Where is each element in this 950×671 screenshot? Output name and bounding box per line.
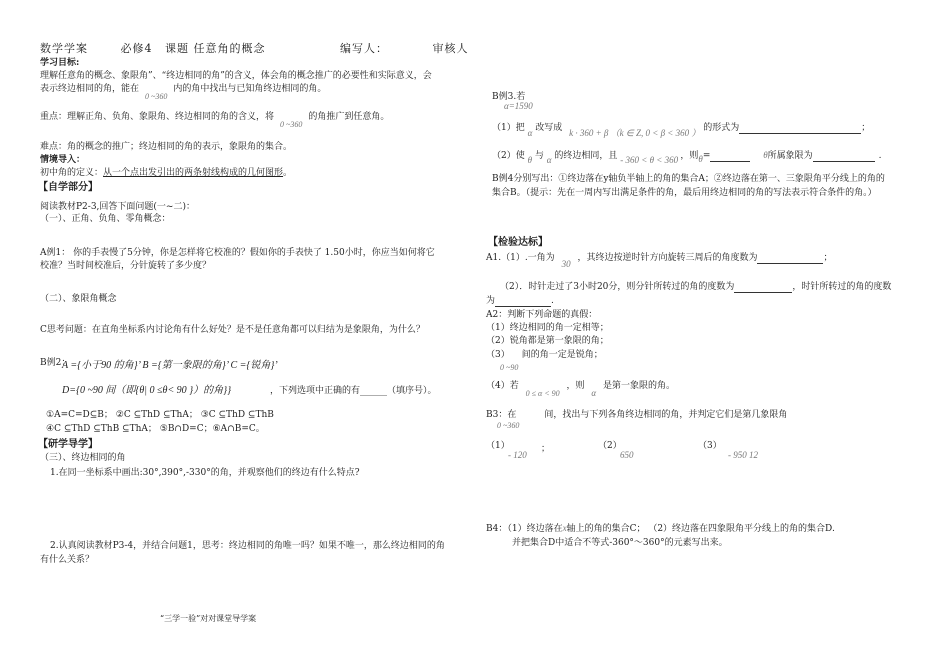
key-a: 重点：理解正角、负角、象限角、终边相同的角的含义，将	[40, 112, 275, 122]
a2-4math: 0 ≤ α < 90	[525, 389, 560, 398]
difficult-points: 难点：角的概念的推广；终边相同的角的表示，象限角的集合。	[40, 142, 293, 152]
section-3-title: （三）、终边相同的角	[40, 453, 126, 463]
example-4-line1: B例4分别写出：①终边落在y轴负半轴上的角的集合A；②终边落在第一、三象限角平分线上的角的	[492, 174, 885, 184]
research-title: 【研学导学】	[38, 439, 98, 450]
example-3-part2: （2）使 θ 与 α 的终边相同，且 - 360 < θ < 360 ，则θ= θ所属象限为 .	[492, 150, 882, 165]
answer-blank[interactable]	[495, 297, 551, 307]
a2-4b: ，则	[566, 381, 585, 391]
example-3-alpha: α=1590	[504, 101, 533, 111]
b4-line1: B4：（1）终边落在x轴上的角的集合C； （2）终边落在四象限角平分线上的角的集合D.	[486, 523, 835, 534]
header-reviewer: 审核人	[432, 42, 469, 55]
example-2-options-1: ①A=C=D⊆B； ②C ⊆ThD ⊆ThA； ③C ⊆ThD ⊆ThB	[46, 410, 274, 420]
b3-item2-label: （2）	[598, 441, 622, 451]
key-points	[40, 112, 390, 129]
b3-line	[486, 410, 787, 421]
a2-item3	[486, 350, 603, 361]
example-4-line2: 集合B。（提示：先在一周内写出满足条件的角，最后用终边相同的角的写法表示符合条件的角。）	[492, 188, 877, 198]
ex3-1a: （1）把	[492, 123, 525, 133]
section-2-title: （二）、象限角概念	[40, 294, 117, 304]
example-2-label: B例2：	[40, 358, 71, 368]
ex3-1math: k · 360 + β （k ∈ Z, 0 < β < 360 ）	[569, 128, 701, 138]
a1-2a: （2）．时针走过了3小时20分，则分针所转过的角的度数为	[500, 282, 735, 292]
example-1-line1: A例1： 你的手表慢了5分钟，你是怎样将它校准的？假如你的手表快了 1.50小时，你应当如何将它	[40, 248, 435, 258]
a2-item2: （2）锐角都是第一象限的角；	[486, 336, 609, 346]
header	[40, 42, 469, 56]
check-title: 【检验达标】	[488, 237, 548, 248]
answer-blank[interactable]	[734, 283, 792, 293]
b4-a: B4：（1）终边落在	[486, 524, 563, 534]
goals-line1: 理解任意角的概念、象限角”、“终边相同的角”的含义，体会角的概念推广的必要性和实际意义，会	[40, 71, 432, 81]
intro-b: 从一个点出发引出的两条射线构成的几何图形	[103, 168, 284, 178]
b3-a: B3：在	[486, 410, 517, 420]
intro-title: 情境导入：	[40, 155, 86, 165]
goals-line2	[40, 84, 327, 101]
example-2-options-2: ④C ⊆ThD ⊆ThB ⊆ThA； ⑤B∩D=C；⑥A∩B=C。	[46, 424, 265, 434]
ex3-2math: - 360 < θ < 360	[620, 155, 681, 165]
example-2-sets-line2: D={0 ~90 间（即{θ| 0 ≤θ< 90 }）的角}}	[62, 385, 232, 396]
ex3-2c: 的终边相同，且	[554, 151, 618, 161]
b4-b: 轴上的角的集合C； （2）终边落在四象限角平分线上的角的集合D.	[566, 524, 835, 534]
ex3-2d: ，则	[680, 151, 699, 161]
header-lesson: 课题 任意角的概念	[165, 42, 266, 55]
header-subject: 数学学案	[40, 42, 88, 55]
goals-line2a: 表示终边相同的角，能在	[40, 84, 140, 94]
a2-item1: （1）终边相同的角一定相等；	[486, 323, 609, 333]
goals-line2b: 内的角中找出与已知角终边相同的角。	[173, 84, 327, 94]
key-math: 0 ~360	[280, 120, 303, 129]
ex3-1c: 的形式为	[703, 123, 740, 133]
header-book: 必修4	[120, 42, 153, 55]
answer-blank[interactable]	[757, 254, 823, 264]
intro-definition	[40, 168, 292, 179]
c-think-question: C思考问题：在直角坐标系内讨论角有什么好处？是不是任意角都可以归结为是象限角，为什么？	[40, 325, 425, 335]
a2-item3-math: 0 ~90	[500, 363, 519, 372]
example-2-sets-line1: A ={小于90 的角}’ B ={第一象限的角}’ C ={锐角}’	[62, 360, 278, 371]
example-2-question: ，下列选项中正确的有______（填序号）。	[270, 386, 437, 396]
a2-4a: （4）若	[486, 381, 519, 391]
goals-math: 0 ~360	[145, 92, 168, 101]
b3-math: 0 ~360	[497, 421, 520, 430]
a2-item4: （4）若 0 ≤ α < 90 ，则 α 是第一象限的角。	[486, 381, 675, 398]
answer-blank[interactable]	[813, 152, 875, 162]
header-author: 编写人：	[340, 42, 388, 55]
key-b: 的角推广到任意角。	[308, 112, 390, 122]
a2-4c: 是第一象限的角。	[602, 381, 675, 391]
a2-3b: 间的角一定是锐角；	[521, 350, 603, 360]
b3-item1-label: （1）	[486, 441, 510, 451]
a1-b: ，其终边按逆时针方向旋转三周后的角度数为	[577, 253, 758, 263]
example-3-label: B例3.若	[492, 92, 526, 102]
ex3-2b: 与	[534, 151, 544, 161]
ex3-1b: 改写成	[535, 123, 563, 133]
example-1-line2: 校准？当时间校准后，分针旋转了多少度？	[40, 261, 212, 271]
b3-item3-value: - 950 12	[728, 450, 758, 460]
ex3-2a: （2）使	[492, 151, 525, 161]
b3-item1-value: - 120	[508, 450, 527, 460]
answer-blank[interactable]	[739, 124, 861, 134]
b3-item3-label: （3）	[698, 441, 722, 451]
a1-part2	[500, 282, 891, 293]
a1-a: A1.（1）.一角为	[486, 253, 555, 263]
b3-item1-sep: ；	[541, 444, 551, 454]
a2-3a: （3）	[486, 350, 510, 360]
b3-item2-value: 650	[620, 450, 634, 460]
b4-line2: 并把集合D中适合不等式-360°～360°的元素写出来。	[512, 538, 728, 548]
example-3-part1: （1）把 α 改写成 k · 360 + β （k ∈ Z, 0 < β < 360 ） 的形式为 ；	[492, 123, 871, 138]
a1-part2-cont: 为 .	[486, 296, 554, 306]
a1-2c: 为	[486, 296, 496, 306]
ex3-2f: 所属象限为	[767, 151, 813, 161]
answer-blank[interactable]	[710, 152, 750, 162]
intro-c: 。	[283, 168, 293, 178]
self-study-title: 【自学部分】	[38, 182, 98, 193]
b3-b: 间，找出与下列各角终边相同的角，并判定它们是第几象限角	[544, 410, 788, 420]
ex3-2e: =	[702, 151, 711, 161]
section-1-title: （一）、正角、负角、零角概念：	[40, 214, 171, 224]
read-instruction-1: 阅读教材P2-3,回答下面问题(一~二)：	[40, 202, 195, 212]
footer-text: “三学一验”对对课堂导学案	[160, 614, 257, 623]
intro-a: 初中角的定义：	[40, 168, 104, 178]
question-2-line2: 有什么关系？	[40, 555, 95, 565]
question-2-line1: 2.认真阅读教材P3-4，并结合问题1，思考：终边相同的角唯一吗？如果不唯一，那么终边相同的角	[50, 541, 445, 551]
goals-title: 学习目标:	[40, 58, 80, 68]
a1-2b: ，时针所转过的角的度数	[792, 282, 892, 292]
a1-math: 30	[561, 259, 571, 269]
question-1: 1.在同一坐标系中画出:30°,390°,-330°的角，并观察他们的终边有什么特点?	[50, 468, 360, 478]
a2-title: A2：判断下列命题的真假：	[486, 310, 598, 320]
a1-part1: A1.（1）.一角为 30 ，其终边按逆时针方向旋转三周后的角度数为 ；	[486, 253, 833, 269]
